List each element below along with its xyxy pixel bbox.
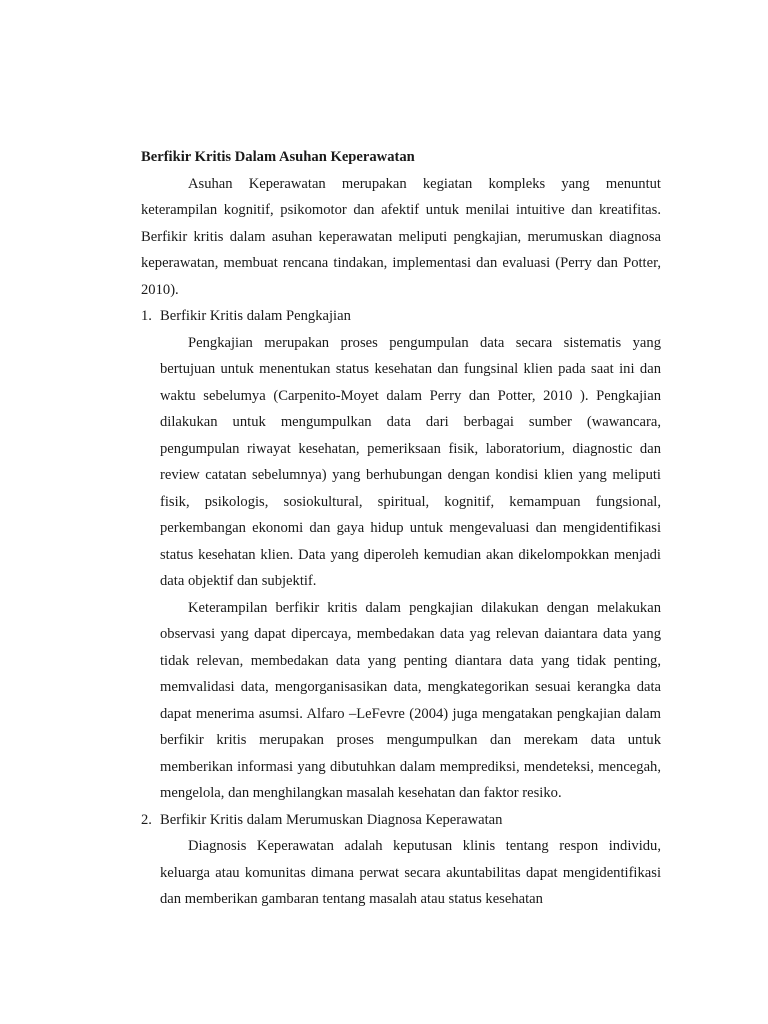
section-1-number: 1. — [141, 308, 152, 324]
section-1 — [141, 303, 661, 807]
document-title: Berfikir Kritis Dalam Asuhan Keperawatan — [141, 149, 415, 165]
section-1-paragraph-1: Pengkajian merupakan proses pengumpulan data secara sistematis yang bertujuan untuk menentukan status kesehatan dan fungsinal klien pada saat ini dan waktu sebelumya (Carpenito-Moyet dalam Perry dan Potter, 2010 ). Pengkajian dilakukan untuk mengumpulkan data dari berbagai sumber (wawancara, pengumpulan riwayat kesehatan, pemeriksaan fisik, laboratorium, diagnostic dan review catatan sebelumnya) yang berhubungan dengan kondisi klien yang meliputi fisik, psikologis, sosiokultural, spiritual, kognitif, kemampuan fungsional, perkembangan ekonomi dan gaya hidup untuk mengevaluasi dan mengidentifikasi status kesehatan klien. Data yang diperoleh kemudian akan dikelompokkan menjadi data objektif dan subjektif. — [160, 334, 661, 589]
section-1-heading-line — [141, 303, 661, 330]
section-2-paragraph-1: Diagnosis Keperawatan adalah keputusan klinis tentang respon individu, keluarga atau komunitas dimana perwat secara akuntabilitas dapat mengidentifikasi dan memberikan gambaran tentang masalah atau status kesehatan — [160, 838, 661, 907]
section-2 — [141, 807, 661, 913]
section-2-heading-line — [141, 807, 661, 834]
section-1-paragraph-2: Keterampilan berfikir kritis dalam pengkajian dilakukan dengan melakukan observasi yang dapat dipercaya, membedakan data yag relevan daiantara data yang tidak relevan, membedakan data yang penting diantara data yang tidak penting, memvalidasi data, mengorganisasikan data, mengkategorikan sesuai kerangka data dapat menerima asumsi. Alfaro –LeFevre (2004) juga mengatakan pengkajian dalam berfikir kritis merupakan proses mengumpulkan dan merekam data untuk memberikan informasi yang dibutuhkan dalam memprediksi, mendeteksi, mencegah, mengelola, dan menghilangkan masalah kesehatan dan faktor resiko. — [160, 599, 661, 801]
section-2-heading: Berfikir Kritis dalam Merumuskan Diagnosa Keperawatan — [160, 811, 503, 828]
section-2-number: 2. — [141, 811, 152, 828]
section-1-heading: Berfikir Kritis dalam Pengkajian — [160, 308, 351, 324]
document-body — [141, 144, 661, 913]
intro-paragraph: Asuhan Keperawatan merupakan kegiatan kompleks yang menuntut keterampilan kognitif, psikomotor dan afektif untuk menilai intuitive dan kreatifitas. Berfikir kritis dalam asuhan keperawatan meliputi pengkajian, merumuskan diagnosa keperawatan, membuat rencana tindakan, implementasi dan evaluasi (Perry dan Potter, 2010). — [141, 175, 661, 298]
